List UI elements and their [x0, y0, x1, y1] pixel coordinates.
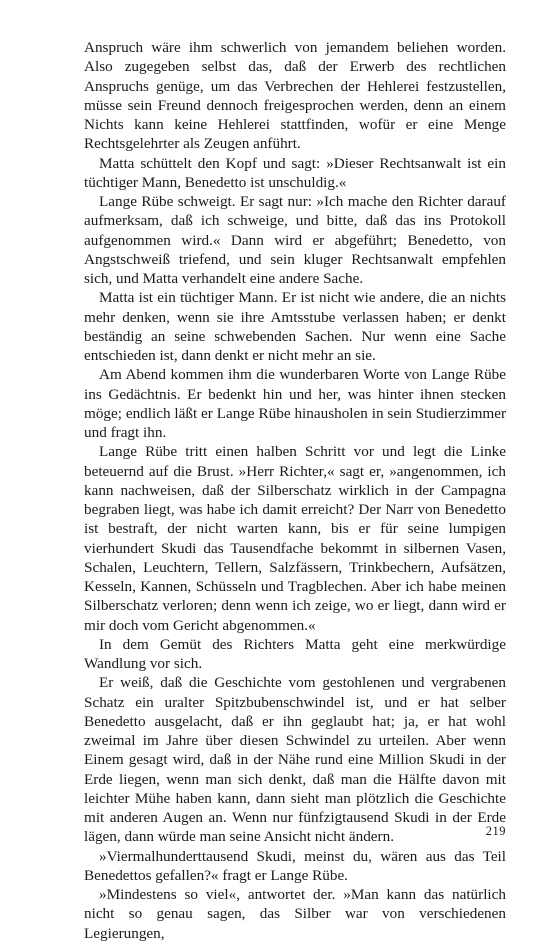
- paragraph: »Mindestens so viel«, antwortet der. »Man kann das natürlich nicht so genau sagen, das Silber war von verschiedenen Legierungen,: [84, 886, 506, 942]
- paragraph: Matta schüttelt den Kopf und sagt: »Dieser Rechtsanwalt ist ein tüchtiger Mann, Benedetto ist unschuldig.«: [84, 154, 506, 191]
- body-text: [84, 38, 506, 943]
- paragraph: Lange Rübe tritt einen halben Schritt vor und legt die Linke beteuernd auf die Brust. »Herr Richter,« sagt er, »angenommen, ich kann nachweisen, daß der Silberschatz wirklich in der Campagna begraben liegt, was habe ich damit erreicht? Der Narr von Benedetto ist bestraft, der nicht warten kann, bis er für seine lumpigen vierhundert Skudi das Tausendfache bekommt in silbernen Vasen, Schalen, Leuchtern, Tellern, Salzfässern, Trinkbechern, Aufsätzen, Kesseln, Kannen, Schüsseln und Tragblechen. Aber ich habe meinen Silberschatz verloren; denn wenn ich zeige, wo er liegt, dann wird er mir doch vom Gericht abgenommen.«: [84, 443, 506, 634]
- paragraph: In dem Gemüt des Richters Matta geht eine merkwürdige Wandlung vor sich.: [84, 635, 506, 672]
- paragraph: »Viermalhunderttausend Skudi, meinst du, wären aus das Teil Benedettos gefallen?« fragt er Lange Rübe.: [84, 847, 506, 884]
- paragraph: Lange Rübe schweigt. Er sagt nur: »Ich mache den Richter darauf aufmerksam, daß ich schweige, und bitte, daß das ins Protokoll aufgenommen wird.« Dann wird er abgeführt; Benedetto, von Angstschweiß triefend, und sein kluger Rechtsanwalt empfehlen sich, und Matta verhandelt eine andere Sache.: [84, 193, 506, 287]
- paragraph: Anspruch wäre ihm schwerlich von jemandem beliehen worden. Also zugegeben selbst das, daß der Erwerb des rechtlichen Anspruchs genüge, um das Verbrechen der Hehlerei festzustellen, müsse sein Freund dennoch freigesprochen werden, denn an einem Nichts kann keine Hehlerei stattfinden, wofür er eine Menge Rechtsgelehrter als Zeugen anführt.: [84, 39, 506, 153]
- paragraph: Matta ist ein tüchtiger Mann. Er ist nicht wie andere, die an nichts mehr denken, wenn sie ihre Amtsstube verlassen haben; er denkt beständig an seine schwebenden Sachen. Nur wenn eine Sache entschieden ist, dann denkt er nicht mehr an sie.: [84, 289, 506, 364]
- paragraph: Am Abend kommen ihm die wunderbaren Worte von Lange Rübe ins Gedächtnis. Er bedenkt hin und her, was hinter ihnen stecken möge; endlich läßt er Lange Rübe hinausholen in sein Studierzimmer und fragt ihn.: [84, 366, 506, 441]
- page-number: 219: [485, 824, 506, 838]
- paragraph: Er weiß, daß die Geschichte vom gestohlenen und vergrabenen Schatz ein uralter Spitzbubenschwindel ist, und er hat selber Benedetto ausgelacht, daß er ihn geglaubt hat; ja, er hat wohl zweimal im Jahre über diesen Schwindel zu urteilen. Aber wenn Einem gesagt wird, daß in der Nähe rund eine Million Skudi in der Erde liegen, wenn man sich denkt, daß man die Hälfte davon mit leichter Mühe haben kann, dann sieht man plötzlich die Geschichte mit anderen Augen an. Wenn nur fünfzigtausend Skudi in der Erde lägen, dann würde man seine Ansicht nicht ändern.: [84, 674, 506, 846]
